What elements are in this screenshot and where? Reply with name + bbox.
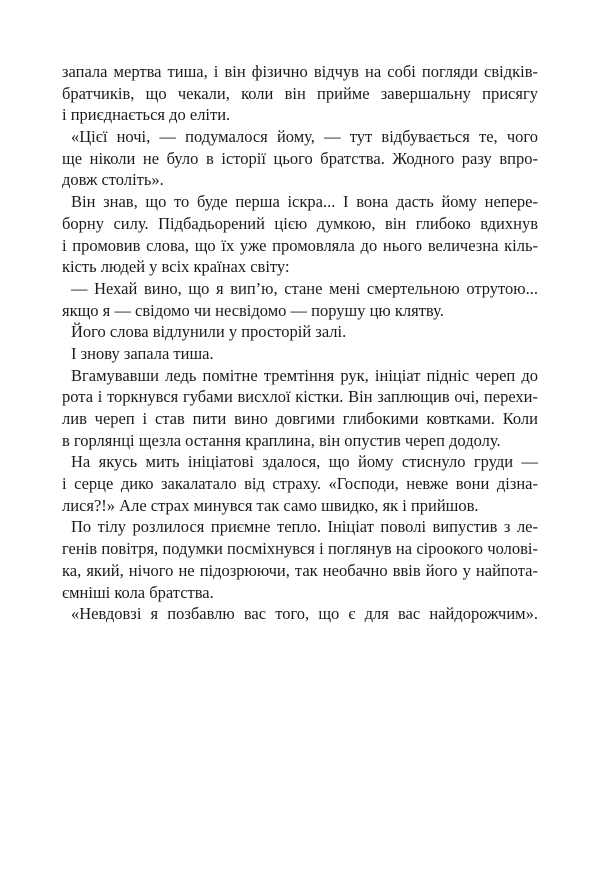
text-line: кість людей у всіх країнах світу: [62, 257, 290, 277]
text-line: — Нехай вино, що я вип’ю, стане мені смертельною отрутою... [71, 278, 538, 298]
text-line: і приєднається до еліти. [62, 105, 231, 125]
text-line: Він знав, що то буде перша іскра... І вона дасть йому непере- [71, 192, 538, 212]
text-line: в горлянці щезла остання краплина, він опустив череп додолу. [62, 430, 501, 450]
text-line: і промовив слова, що їх уже промовляла до нього величезна кіль- [62, 235, 538, 255]
text-line: довж століть». [62, 170, 164, 190]
text-line: По тілу розлилося приємне тепло. Ініціат поволі випустив з ле- [71, 517, 538, 537]
text-line: запала мертва тиша, і він фізично відчув на собі погляди свідків- [62, 62, 538, 81]
text-line: і серце дико закалатало від страху. «Господи, невже вони дізна- [62, 474, 538, 494]
text-block [62, 61, 538, 625]
text-line: ємніші кола братства. [62, 582, 214, 602]
text-line: І знову запала тиша. [71, 343, 214, 363]
text-line: «Невдовзі я позбавлю вас того, що є для вас найдорожчим». [71, 604, 538, 624]
text-line: Вгамувавши ледь помітне тремтіння рук, ініціат підніс череп до [71, 365, 538, 385]
text-line: ще ніколи не було в історії цього братства. Жодного разу впро- [62, 148, 538, 168]
text-line: борну силу. Підбадьорений цією думкою, він глибоко вдихнув [62, 213, 538, 233]
text-line: лися?!» Але страх минувся так само швидко, як і прийшов. [62, 495, 479, 515]
text-line: генів повітря, подумки посміхнувся і поглянув на сіроокого чолові- [62, 539, 538, 559]
text-line: братчиків, що чекали, коли він прийме завершальну присягу [62, 83, 538, 103]
text-line: «Цієї ночі, — подумалося йому, — тут відбувається те, чого [71, 127, 538, 147]
text-line: лив череп і став пити вино довгими глибокими ковтками. Коли [62, 409, 538, 428]
text-line: На якусь мить ініціатові здалося, що йому стиснуло груди — [71, 452, 538, 472]
text-line: рота і торкнувся губами висхлої кістки. Він заплющив очі, перехи- [62, 387, 538, 407]
text-line: якщо я — свідомо чи несвідомо — порушу цю клятву. [62, 300, 444, 320]
text-line: Його слова відлунили у просторій залі. [71, 322, 347, 342]
text-line: ка, який, нічого не підозрюючи, так необачно ввів його у найпота- [62, 560, 538, 580]
